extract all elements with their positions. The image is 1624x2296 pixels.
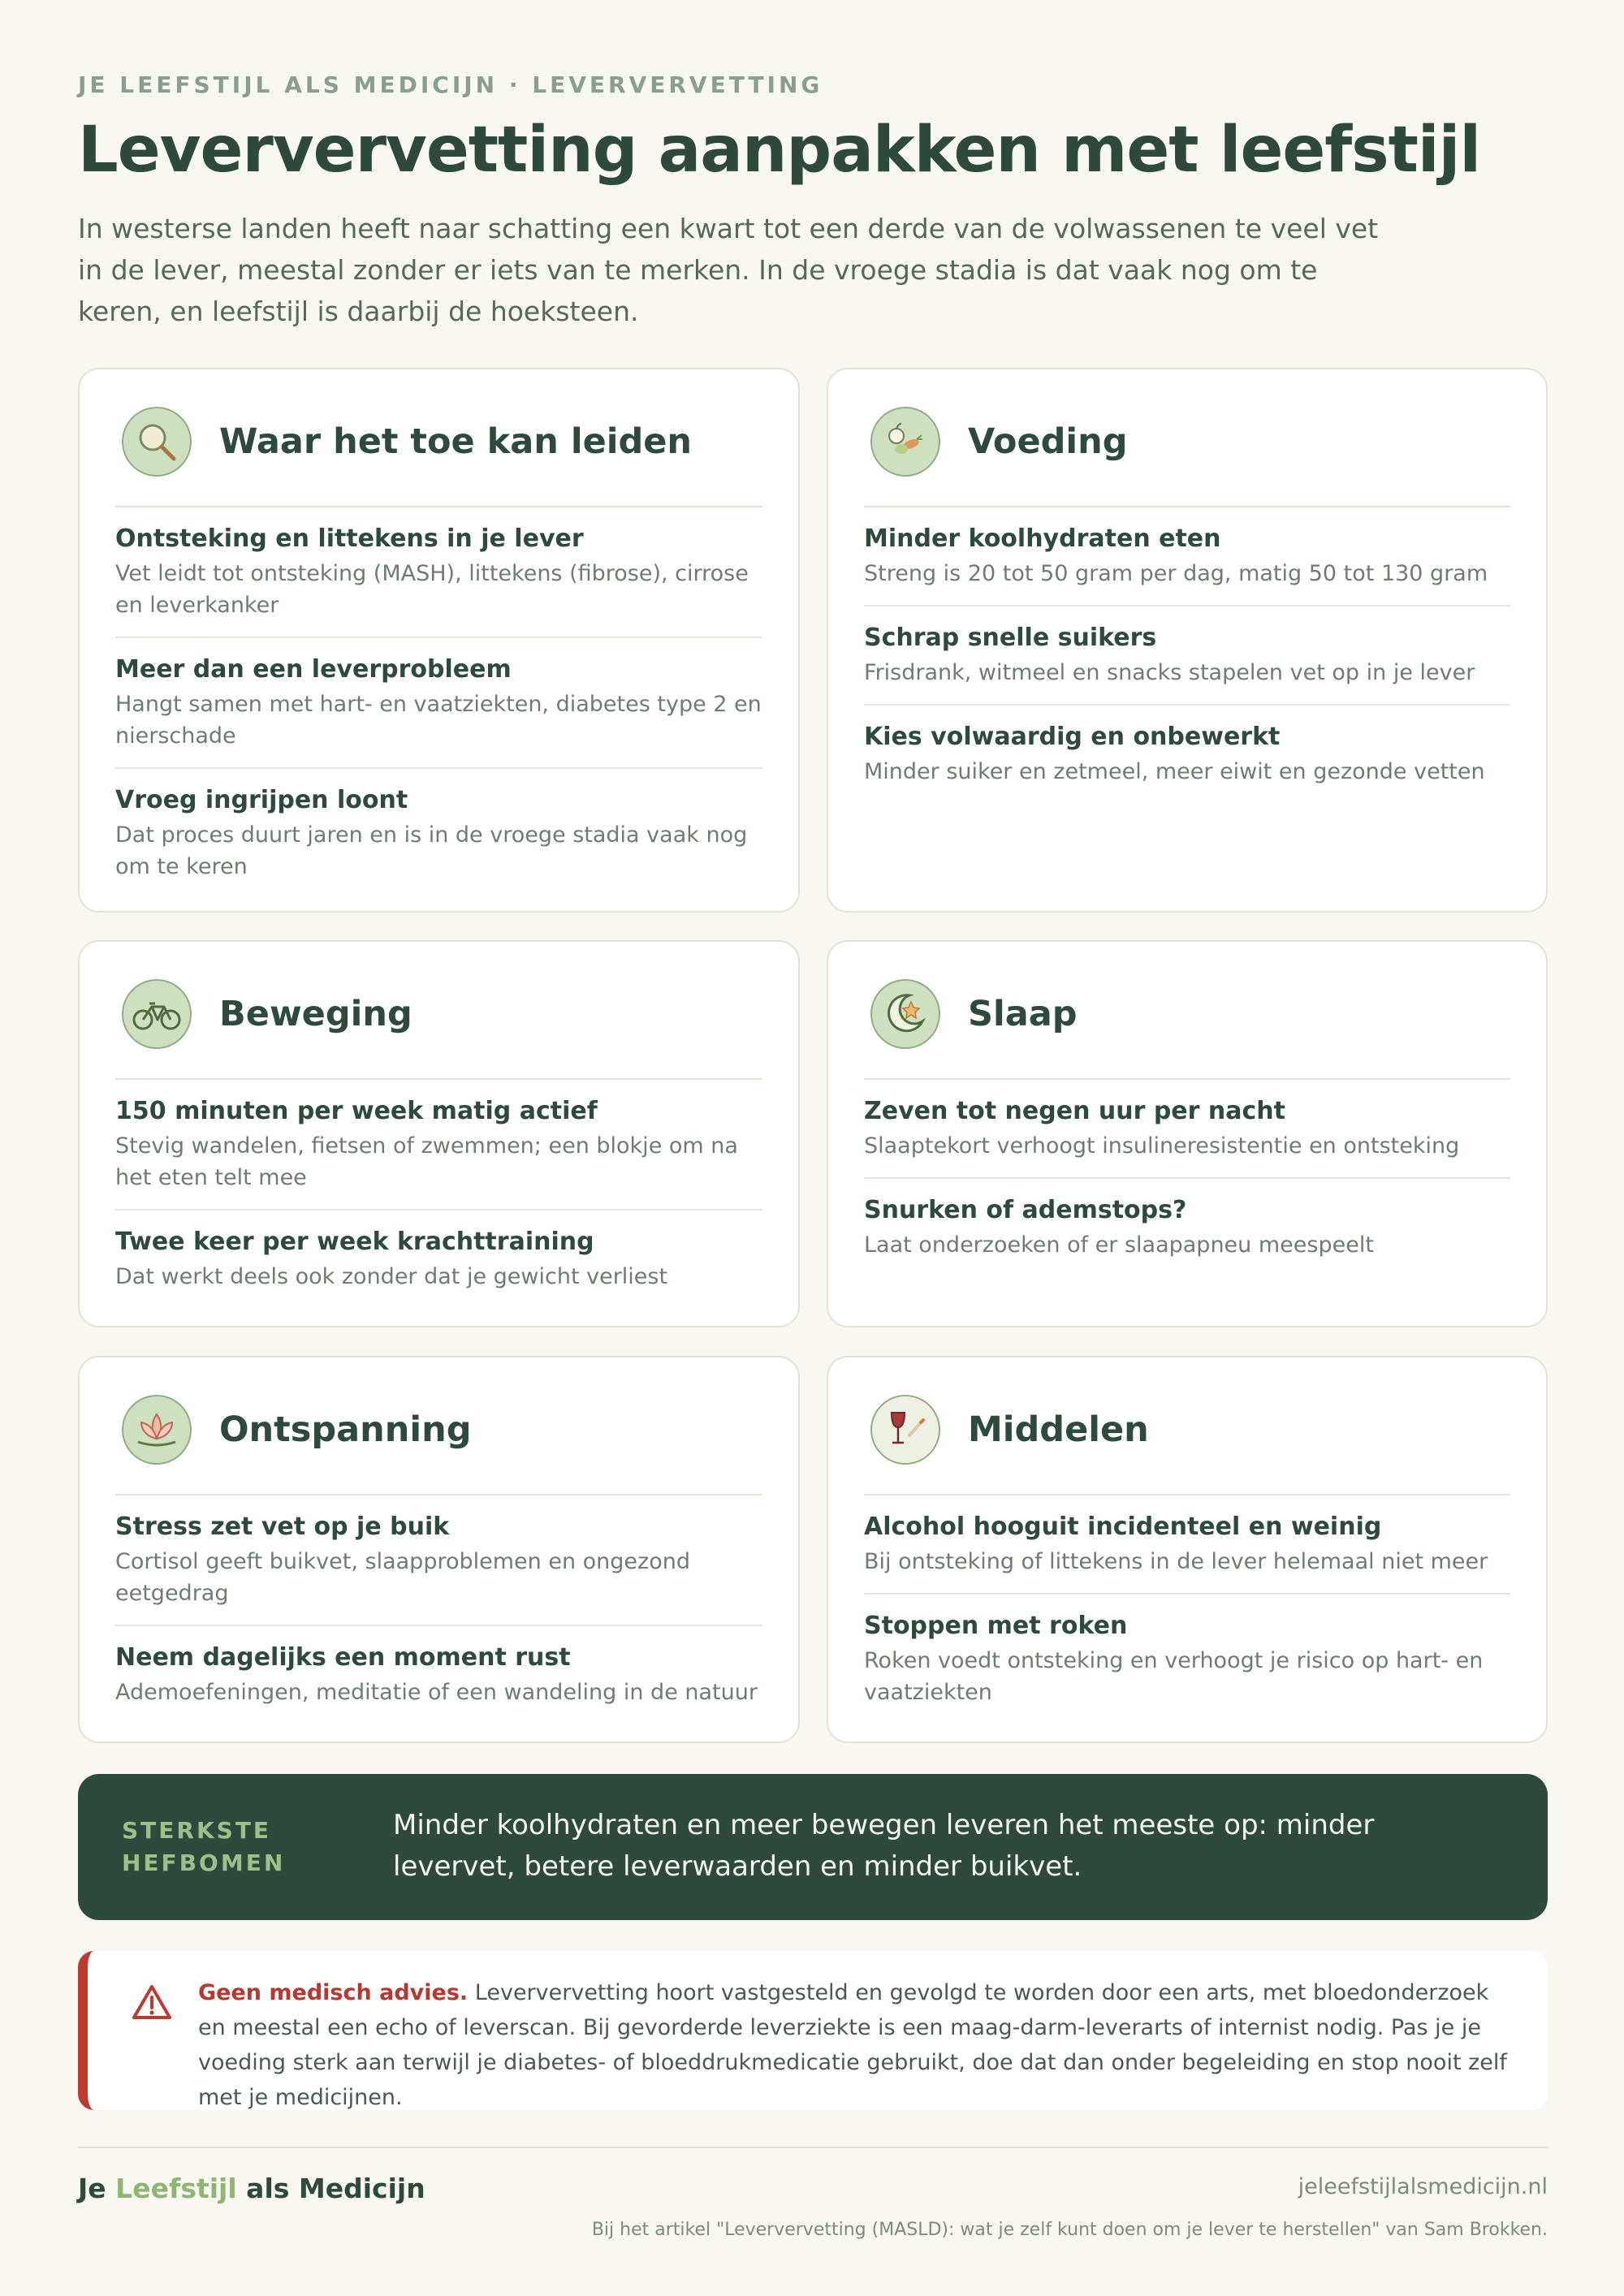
item-desc: Roken voedt ontsteking en verhoogt je risico op hart- en vaatziekten	[864, 1648, 1484, 1705]
card-title: Voeding	[968, 421, 1128, 462]
list-item	[115, 1626, 762, 1724]
item-desc: Dat werkt deels ook zonder dat je gewicht verliest	[115, 1264, 668, 1289]
card-title: Middelen	[968, 1409, 1149, 1450]
item-desc: Minder suiker en zetmeel, meer eiwit en gezonde vetten	[864, 759, 1485, 784]
list-item	[864, 1179, 1510, 1276]
card-title: Ontspanning	[219, 1409, 472, 1450]
list-item	[115, 769, 762, 898]
card-middelen	[827, 1356, 1548, 1743]
item-desc: Vet leidt tot ontsteking (MASH), littekens (fibrose), cirrose en leverkanker	[115, 561, 749, 618]
item-title: Stoppen met roken	[864, 1612, 1128, 1640]
card-title: Beweging	[219, 994, 412, 1034]
item-desc: Streng is 20 tot 50 gram per dag, matig 50 tot 130 gram	[864, 561, 1488, 586]
card-slaap	[827, 940, 1548, 1327]
disclaimer-heading: Geen medisch advies.	[198, 1980, 469, 2005]
item-desc: Ademoefeningen, meditatie of een wandeling in de natuur	[115, 1680, 758, 1705]
card-header	[115, 369, 762, 507]
card-header	[115, 1357, 762, 1495]
card-ontspanning	[78, 1356, 800, 1743]
item-title: 150 minuten per week matig actief	[115, 1097, 598, 1125]
moon-star-icon	[870, 979, 940, 1049]
item-title: Zeven tot negen uur per nacht	[864, 1097, 1285, 1125]
item-title: Kies volwaardig en onbewerkt	[864, 723, 1281, 751]
medical-disclaimer	[78, 1951, 1548, 2110]
item-desc: Slaaptekort verhoogt insulineresistentie en ontsteking	[864, 1133, 1460, 1159]
item-desc: Stevig wandelen, fietsen of zwemmen; een blokje om na het eten telt mee	[115, 1133, 738, 1190]
list-item	[864, 1495, 1510, 1595]
brand-accent: Leefstijl	[115, 2173, 237, 2204]
list-item	[864, 507, 1510, 606]
brand-logo	[78, 2173, 425, 2204]
item-title: Stress zet vet op je buik	[115, 1513, 450, 1541]
card-title: Waar het toe kan leiden	[219, 421, 693, 462]
list-item	[864, 706, 1510, 803]
item-desc: Frisdrank, witmeel en snacks stapelen vet op in je lever	[864, 660, 1475, 685]
warning-icon	[132, 1983, 172, 2021]
item-title: Schrap snelle suikers	[864, 624, 1157, 652]
key-levers-banner	[78, 1774, 1548, 1920]
item-desc: Laat onderzoeken of er slaapapneu meespeelt	[864, 1232, 1374, 1258]
list-item	[864, 606, 1510, 706]
wine-cigarette-icon	[870, 1395, 940, 1465]
magnifier-icon	[122, 407, 192, 477]
item-title: Minder koolhydraten eten	[864, 524, 1221, 553]
card-gevolgen	[78, 368, 800, 913]
item-title: Snurken of ademstops?	[864, 1196, 1187, 1224]
bicycle-icon	[122, 979, 192, 1049]
website-link[interactable]: jeleefstijlalsmedicijn.nl	[1298, 2174, 1548, 2199]
disclaimer-body: Leververvetting hoort vastgesteld en gevolgd te worden door een arts, met bloedonderzoek en meestal een echo of leverscan. Bij gevorderde leverziekte is een maag-darm-leverarts of internist nodig. Pas je je voeding sterk aan terwijl je diabetes- of bloeddrukmedicatie gebruikt, doe dat dan onder begeleiding en stop nooit zelf met je medicijnen.	[198, 1980, 1507, 2110]
list-item	[115, 1495, 762, 1626]
item-title: Ontsteking en littekens in je lever	[115, 524, 584, 553]
card-voeding	[827, 368, 1548, 913]
item-title: Neem dagelijks een moment rust	[115, 1643, 571, 1672]
item-desc: Hangt samen met hart- en vaatziekten, diabetes type 2 en nierschade	[115, 692, 762, 749]
banner-text: Minder koolhydraten en meer bewegen leveren het meeste op: minder levervet, betere leverwaarden en minder buikvet.	[393, 1809, 1375, 1883]
list-item	[115, 1211, 762, 1308]
card-title: Slaap	[968, 994, 1078, 1034]
card-header	[864, 369, 1510, 507]
list-item	[115, 638, 762, 769]
card-header	[864, 1357, 1510, 1495]
item-title: Vroeg ingrijpen loont	[115, 786, 408, 814]
list-item	[115, 1080, 762, 1211]
list-item	[864, 1080, 1510, 1179]
brand-prefix: Je	[78, 2173, 106, 2204]
item-desc: Bij ontsteking of littekens in de lever helemaal niet meer	[864, 1549, 1488, 1574]
banner-label: STERKSTE HEFBOMEN	[122, 1817, 286, 1876]
eyebrow: JE LEEFSTIJL ALS MEDICIJN · LEVERVERVETTING	[78, 71, 823, 98]
list-item	[864, 1595, 1510, 1724]
footer-divider	[78, 2147, 1548, 2148]
vegetables-icon	[870, 407, 940, 477]
brand-suffix: als Medicijn	[246, 2173, 425, 2204]
card-beweging	[78, 940, 800, 1327]
card-header	[864, 942, 1510, 1080]
lotus-icon	[122, 1395, 192, 1465]
intro-text: In westerse landen heeft naar schatting een kwart tot een derde van de volwassenen te veel vet in de lever, meestal zonder er iets van te merken. In de vroege stadia is dat vaak nog om te keren, en leefstijl is daarbij de hoeksteen.	[78, 213, 1379, 327]
item-desc: Cortisol geeft buikvet, slaapproblemen en ongezond eetgedrag	[115, 1549, 690, 1606]
card-header	[115, 942, 762, 1080]
list-item	[115, 507, 762, 638]
item-title: Alcohol hooguit incidenteel en weinig	[864, 1513, 1382, 1541]
page-title: Leververvetting aanpakken met leefstijl	[78, 114, 1481, 187]
disclaimer-text	[198, 1975, 1522, 2115]
item-title: Meer dan een leverprobleem	[115, 655, 512, 684]
item-title: Twee keer per week krachttraining	[115, 1228, 594, 1256]
item-desc: Dat proces duurt jaren en is in de vroege stadia vaak nog om te keren	[115, 822, 748, 879]
article-credit: Bij het artikel "Leververvetting (MASLD): wat je zelf kunt doen om je lever te herstellen" van Sam Brokken.	[591, 2220, 1548, 2240]
